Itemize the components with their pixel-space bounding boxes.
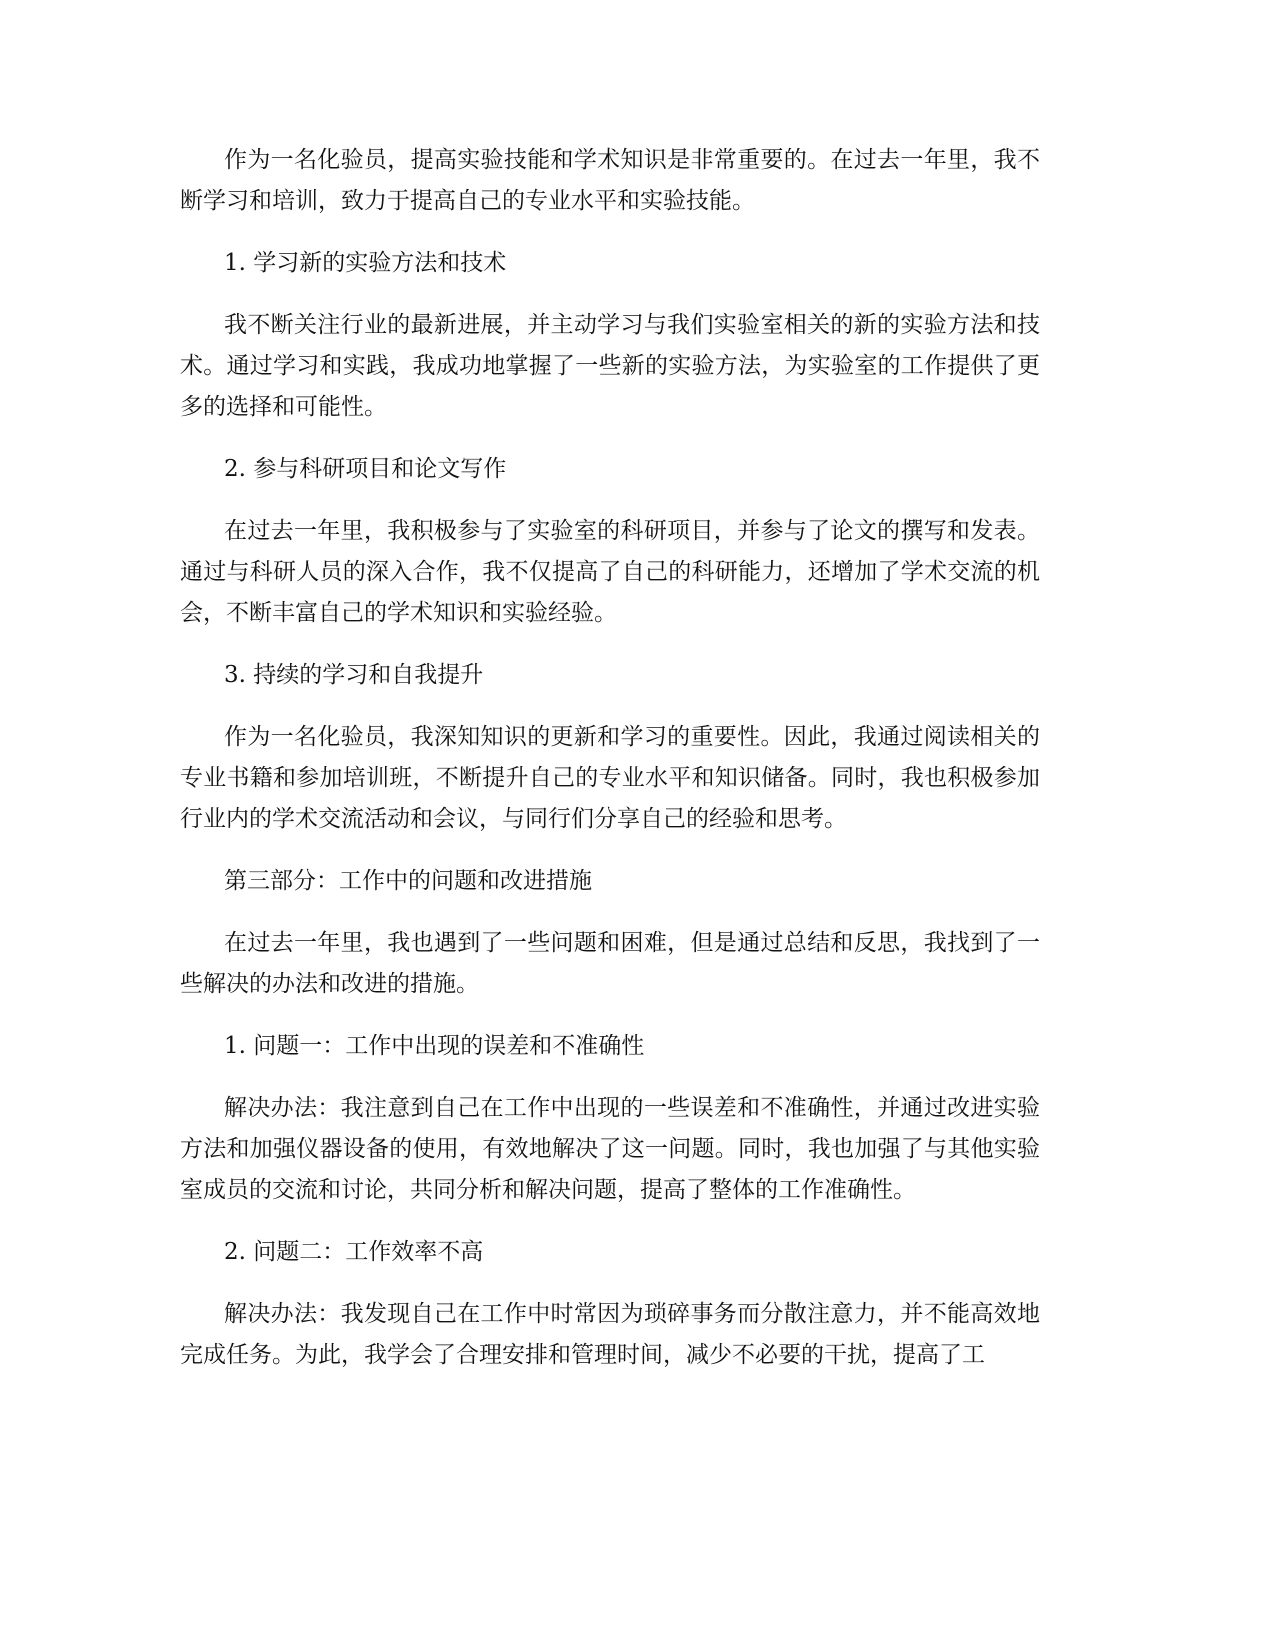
problem-one-solution-paragraph: 解决办法：我注意到自己在工作中出现的一些误差和不准确性，并通过改进实验方法和加强仪器设备的使用，有效地解决了这一问题。同时，我也加强了与其他实验室成员的交流和讨论，共同分析和解决问题，提高了整体的工作准确性。 (180, 1095, 1040, 1203)
part-three-heading: 第三部分：工作中的问题和改进措施 (224, 868, 592, 894)
research-paragraph: 在过去一年里，我积极参与了实验室的科研项目，并参与了论文的撰写和发表。通过与科研人员的深入合作，我不仅提高了自己的科研能力，还增加了学术交流的机会，不断丰富自己的学术知识和实验经验。 (180, 518, 1040, 626)
section-heading-continuous-learning: 3. 持续的学习和自我提升 (224, 662, 484, 688)
section-heading-research: 2. 参与科研项目和论文写作 (224, 456, 507, 482)
problem-two-heading: 2. 问题二：工作效率不高 (224, 1239, 484, 1265)
intro-paragraph: 作为一名化验员，提高实验技能和学术知识是非常重要的。在过去一年里，我不断学习和培训，致力于提高自己的专业水平和实验技能。 (180, 147, 1040, 214)
problem-two-solution-paragraph: 解决办法：我发现自己在工作中时常因为琐碎事务而分散注意力，并不能高效地完成任务。为此，我学会了合理安排和管理时间，减少不必要的干扰，提高了工 (180, 1301, 1040, 1368)
part-three-intro-paragraph: 在过去一年里，我也遇到了一些问题和困难，但是通过总结和反思，我找到了一些解决的办法和改进的措施。 (180, 930, 1040, 997)
document-page (180, 140, 1040, 1397)
problem-one-heading: 1. 问题一：工作中出现的误差和不准确性 (224, 1033, 645, 1059)
continuous-learning-paragraph: 作为一名化验员，我深知知识的更新和学习的重要性。因此，我通过阅读相关的专业书籍和参加培训班，不断提升自己的专业水平和知识储备。同时，我也积极参加行业内的学术交流活动和会议，与同行们分享自己的经验和思考。 (180, 724, 1040, 832)
section-heading-learn-methods: 1. 学习新的实验方法和技术 (224, 250, 507, 276)
learn-methods-paragraph: 我不断关注行业的最新进展，并主动学习与我们实验室相关的新的实验方法和技术。通过学习和实践，我成功地掌握了一些新的实验方法，为实验室的工作提供了更多的选择和可能性。 (180, 312, 1040, 420)
